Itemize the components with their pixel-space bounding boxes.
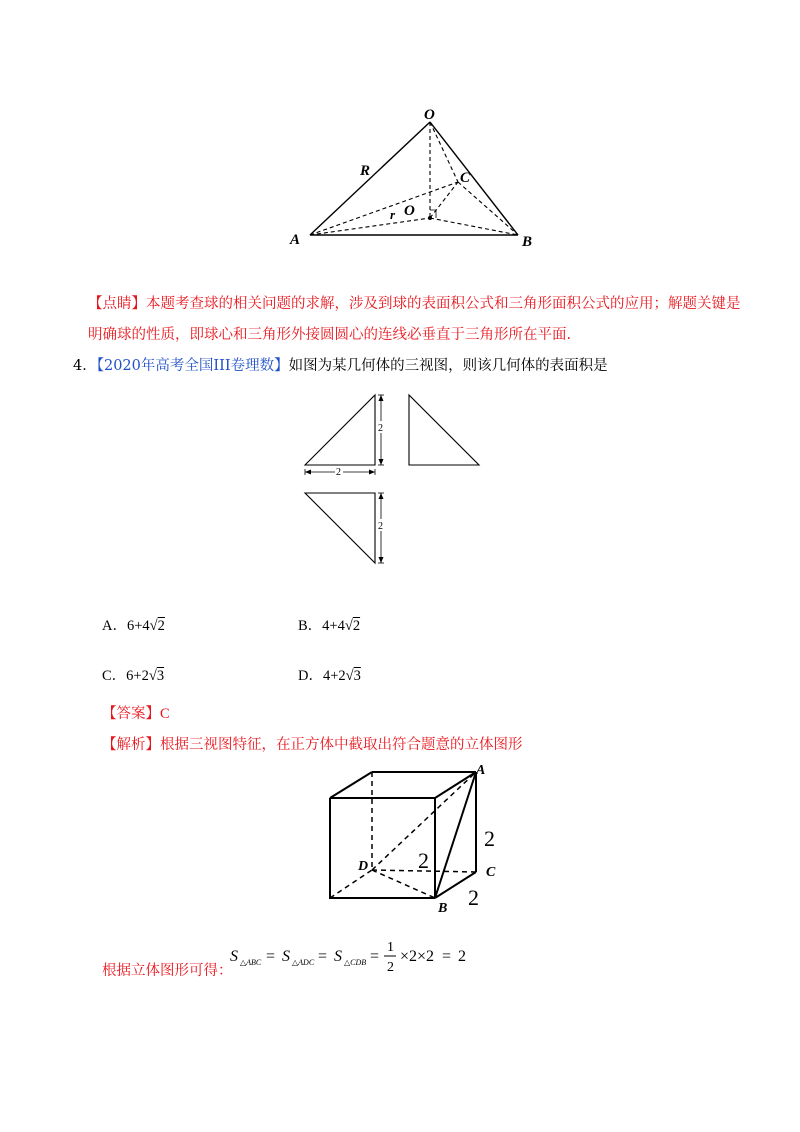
svg-text:S: S bbox=[282, 948, 290, 965]
cube-figure bbox=[320, 758, 510, 918]
svg-text:△ADC: △ADC bbox=[292, 958, 315, 967]
analysis-tag: 【解析】 bbox=[102, 737, 160, 753]
analysis-text: 根据三视图特征，在正方体中截取出符合题意的立体图形 bbox=[160, 737, 523, 753]
question-source: 【2020年高考全国III卷理数】 bbox=[96, 358, 289, 374]
label-C: C bbox=[460, 170, 471, 186]
svg-text:×2×2: ×2×2 bbox=[400, 948, 435, 965]
answer-value: C bbox=[160, 706, 170, 722]
option-b[interactable]: B．4+4√2 bbox=[298, 618, 361, 634]
radicand: 3 bbox=[156, 668, 165, 684]
svg-text:=: = bbox=[266, 948, 276, 965]
label-O-center: O bbox=[404, 203, 415, 219]
svg-text:=: = bbox=[318, 948, 328, 965]
dim-vertical-top: 2 bbox=[378, 521, 383, 532]
option-d[interactable]: D．4+2√3 bbox=[298, 668, 361, 684]
cube-label-B: B bbox=[438, 901, 448, 916]
comment-line-2 bbox=[88, 326, 571, 344]
label-A: A bbox=[290, 232, 301, 248]
dim-vertical-front: 2 bbox=[378, 423, 383, 434]
svg-text:S: S bbox=[230, 948, 238, 965]
cube-edge-AC: 2 bbox=[484, 826, 495, 851]
svg-text:2: 2 bbox=[458, 948, 466, 965]
label-B: B bbox=[522, 234, 533, 250]
svg-text:2: 2 bbox=[387, 960, 394, 975]
label-r: r bbox=[390, 207, 396, 222]
question-line bbox=[73, 357, 608, 375]
tetrahedron-figure bbox=[280, 100, 540, 255]
sqrt-symbol: √ bbox=[345, 668, 354, 684]
radicand: 3 bbox=[353, 668, 361, 684]
cube-label-C: C bbox=[486, 865, 496, 880]
comment-text-2: 明确球的性质，即球心和三角形外接圆圆心的连线必垂直于三角形所在平面. bbox=[88, 327, 572, 343]
svg-text:=: = bbox=[370, 948, 380, 965]
analysis-line bbox=[102, 736, 523, 754]
label-R: R bbox=[360, 163, 371, 179]
svg-text:△ABC: △ABC bbox=[240, 958, 262, 967]
dim-horizontal-front: 2 bbox=[336, 467, 341, 478]
area-formula bbox=[228, 935, 488, 983]
sqrt-symbol: √ bbox=[344, 618, 353, 634]
svg-text:S: S bbox=[334, 948, 342, 965]
svg-text:=: = bbox=[442, 948, 452, 965]
three-view-drawing bbox=[295, 385, 495, 570]
cube-edge-CB: 2 bbox=[468, 885, 479, 910]
comment-tag: 【点睛】 bbox=[88, 296, 146, 312]
radicand: 2 bbox=[157, 618, 165, 634]
label-O-top: O bbox=[424, 107, 435, 123]
sqrt-symbol: √ bbox=[149, 618, 158, 634]
comment-text-1: 本题考查球的相关问题的求解，涉及到球的表面积公式和三角形面积公式的应用；解题关键是 bbox=[146, 296, 741, 312]
sqrt-symbol: √ bbox=[148, 668, 157, 684]
svg-text:△CDB: △CDB bbox=[344, 958, 367, 967]
comment-line-1 bbox=[88, 295, 741, 313]
formula-lead: 根据立体图形可得： bbox=[102, 963, 233, 979]
cube-label-D: D bbox=[358, 859, 369, 874]
answer-line bbox=[102, 705, 170, 723]
svg-text:1: 1 bbox=[387, 940, 394, 955]
answer-tag: 【答案】 bbox=[102, 706, 160, 722]
option-c[interactable]: C．6+2√3 bbox=[102, 668, 165, 684]
option-a[interactable]: A．6+4√2 bbox=[102, 618, 165, 634]
question-number: 4． bbox=[73, 358, 97, 374]
cube-edge-DA: 2 bbox=[418, 848, 429, 873]
radicand: 2 bbox=[352, 618, 361, 634]
question-text: 如图为某几何体的三视图，则该几何体的表面积是 bbox=[288, 358, 608, 374]
cube-label-A: A bbox=[476, 763, 486, 778]
